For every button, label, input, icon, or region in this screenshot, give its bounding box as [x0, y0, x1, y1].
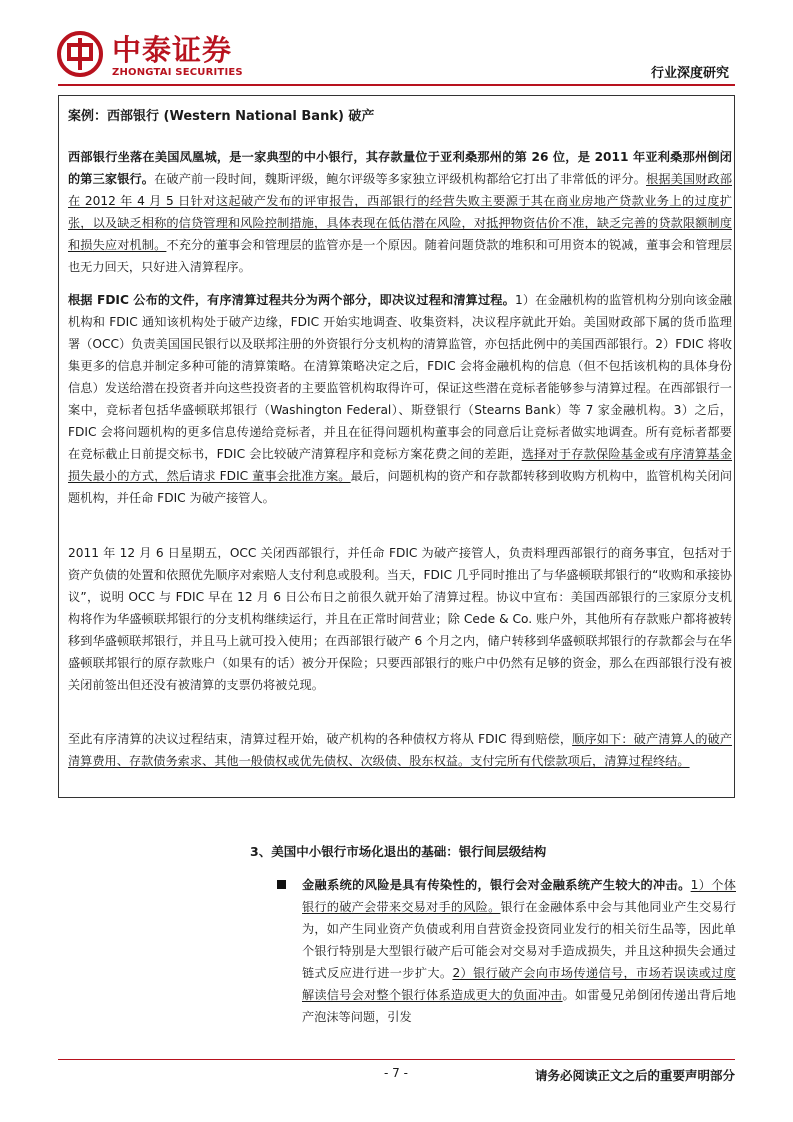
case-title: 案例：西部银行 (Western National Bank) 破产 — [68, 109, 375, 124]
p1-bold: 西部银行坐落在美国凤凰城，是一家典型的中小银行，其存款量位于亚利桑那州的第 26 位，是 2011 年亚利桑那州倒闭的第三家银行。 — [68, 150, 732, 186]
page-number: - 7 - — [384, 1066, 408, 1080]
p2-underlined: 选择对于存款保险基金或有序清算基金损失最小的方式，然后请求 FDIC 董事会批准方案。 — [68, 447, 733, 483]
p1-text1: 在破产前一段时间，魏斯评级，鲍尔评级等多家独立评级机构都给它打出了非常低的评分。 — [154, 172, 647, 186]
p1-underlined: 根据美国财政部在 2012 年 4 月 5 日针对这起破产发布的评审报告，西部银行的经营失败主要源于其在商业房地产贷款业务上的过度扩张，以及缺乏相称的信贷管理和风险控制措施，具体表现在低估潜在风险，对抵押物资估价不准，缺乏完善的贷款限额制度和损失应对机制。 — [68, 172, 733, 252]
p4-underlined: 顺序如下：破产清算人的破产清算费用、存款债务索求、其他一般债权或优先债权、次级债、股东权益。支付完所有代偿款项后，清算过程终结。 — [68, 732, 733, 768]
footer-divider — [58, 1059, 735, 1060]
section-title: 3、美国中小银行市场化退出的基础：银行间层级结构 — [250, 844, 547, 859]
brand-name-cn: 中泰证券 — [112, 33, 233, 67]
p4-text1: 至此有序清算的决议过程结束，清算过程开始，破产机构的各种债权方将从 FDIC 得到赔偿， — [68, 732, 573, 746]
case-paragraph-2 — [68, 289, 732, 509]
section-body — [302, 874, 736, 1028]
p2-text1: 1）在金融机构的监管机构分别向该金融机构和 FDIC 通知该机构处于破产边缘，FDIC 开始实地调查、收集资料，决议程序就此开始。美国财政部下属的货币监理署（OCC）负责美国国民银行以及联邦注册的外资银行分支机构的清算监管，亦包括此例中的美国西部银行。2）FDIC 将收集更多的信息并制定多种可能的清算策略。在清算策略决定之后，FDIC 会将金融机构的信息（但不包括该机构的具体身份信息）发送给潜在投资者并向这些投资者的主要监管机构取得许可，保证这些潜在竞标者能够参与清算过程。在西部银行一案中，竞标者包括华盛顿联邦银行（Washington Federal）、斯登银行（Stearns Bank）等 7 家金融机构。3）之后，FDIC 会将问题机构的更多信息传递给竞标者，并且在征得问题机构董事会的同意后让竞标者做实地调查。所有竞标者都要在竞标截止日前提交标书，FDIC 会比较破产清算程序和竞标方案花费之间的差距， — [68, 293, 732, 461]
body-underlined-2: 2）银行破产会向市场传递信号，市场若误读或过度解读信号会对整个银行体系造成更大的负面冲击 — [302, 966, 736, 1002]
body-text-2: 。如雷曼兄弟倒闭传递出背后地产泡沫等问题，引发 — [302, 988, 736, 1024]
header-divider — [58, 84, 735, 86]
body-text-1: 银行在金融体系中会与其他同业产生交易行为，如产生同业资产负债或利用自营资金投资同业发行的相关衍生品等，因此单个银行特别是大型银行破产后可能会对交易对手造成损失，并且这种损失会通过链式反应进行进一步扩大。 — [302, 900, 736, 980]
case-study-box — [58, 95, 735, 798]
p2-text2: 最后，问题机构的资产和存款都转移到收购方机构中，监管机构关闭问题机构，并任命 FDIC 为破产接管人。 — [68, 469, 733, 505]
bullet-bold: 金融系统的风险是具有传染性的，银行会对金融系统产生较大的冲击。 — [302, 878, 691, 892]
case-paragraph-1 — [68, 146, 732, 278]
body-underlined-1: 1）个体银行的破产会带来交易对手的风险。 — [302, 878, 736, 914]
brand-name-en: ZHONGTAI SECURITIES — [112, 67, 243, 78]
footer-disclaimer: 请务必阅读正文之后的重要声明部分 — [534, 1068, 735, 1083]
report-type: 行业深度研究 — [650, 66, 729, 81]
p2-bold: 根据 FDIC 公布的文件，有序清算过程共分为两个部分，即决议过程和清算过程。 — [68, 293, 515, 307]
bullet-square-icon — [277, 880, 286, 889]
zhongtai-logo-icon — [56, 30, 104, 78]
p1-text2: 不充分的董事会和管理层的监管亦是一个原因。随着问题贷款的堆积和可用资本的锐减，董事会和管理层也无力回天，只好进入清算程序。 — [68, 238, 733, 274]
case-paragraph-4 — [68, 728, 732, 772]
case-paragraph-3: 2011 年 12 月 6 日星期五，OCC 关闭西部银行，并任命 FDIC 为破产接管人，负责料理西部银行的商务事宜，包括对于资产负债的处置和依照优先顺序对索赔人支付利息或股利。当天，FDIC 几乎同时推出了与华盛顿联邦银行的“收购和承接协议”，说明 OCC 与 FDIC 早在 12 月 6 日公布日之前很久就开始了清算过程。协议中宣布：美国西部银行的三家原分支机构将作为华盛顿联邦银行的分支机构继续运行，并且在正常时间营业；除 Cede & Co. 账户外，其他所有存款账户都将被转移到华盛顿联邦银行，并且马上就可投入使用；在西部银行破产 6 个月之内，储户转移到华盛顿联邦银行的存款都会与在华盛顿联邦银行的原存款账户（如果有的话）被分开保险；只要西部银行的账户中仍然有足够的资金，那么在西部银行没有被关闭前签出但还没有被清算的支票仍将被兑现。 — [68, 546, 732, 692]
page-header — [0, 0, 793, 92]
